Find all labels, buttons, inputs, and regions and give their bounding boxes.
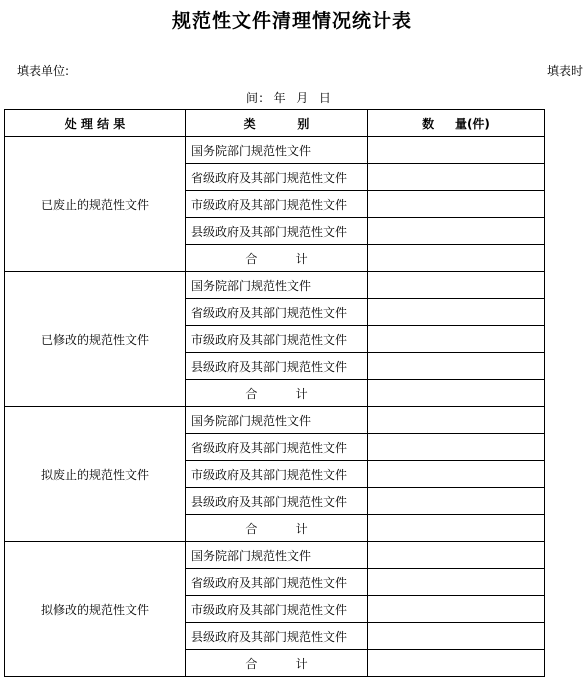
- quantity-cell[interactable]: [368, 542, 545, 569]
- quantity-cell[interactable]: [368, 191, 545, 218]
- total-quantity-cell[interactable]: [368, 650, 545, 677]
- table-row: [5, 272, 545, 299]
- header-quantity: 数 量(件): [368, 110, 545, 137]
- result-cell: 已修改的规范性文件: [5, 272, 186, 407]
- total-quantity-cell[interactable]: [368, 380, 545, 407]
- total-label: 合 计: [186, 380, 368, 407]
- table-body: [5, 137, 545, 677]
- result-cell: 已废止的规范性文件: [5, 137, 186, 272]
- header-category: 类 别: [186, 110, 368, 137]
- quantity-cell[interactable]: [368, 596, 545, 623]
- category-cell: 省级政府及其部门规范性文件: [186, 569, 368, 596]
- total-label: 合 计: [186, 245, 368, 272]
- category-cell: 县级政府及其部门规范性文件: [186, 488, 368, 515]
- quantity-cell[interactable]: [368, 326, 545, 353]
- result-cell: 拟修改的规范性文件: [5, 542, 186, 677]
- category-cell: 国务院部门规范性文件: [186, 407, 368, 434]
- category-cell: 国务院部门规范性文件: [186, 137, 368, 164]
- category-cell: 市级政府及其部门规范性文件: [186, 326, 368, 353]
- table-row: [5, 137, 545, 164]
- category-cell: 市级政府及其部门规范性文件: [186, 461, 368, 488]
- category-cell: 市级政府及其部门规范性文件: [186, 596, 368, 623]
- page-title: 规范性文件清理情况统计表: [171, 10, 412, 32]
- total-label: 合 计: [186, 515, 368, 542]
- quantity-cell[interactable]: [368, 461, 545, 488]
- category-cell: 省级政府及其部门规范性文件: [186, 299, 368, 326]
- fill-unit-label: 填表单位:: [17, 64, 70, 78]
- quantity-cell[interactable]: [368, 623, 545, 650]
- quantity-cell[interactable]: [368, 137, 545, 164]
- result-cell: 拟废止的规范性文件: [5, 407, 186, 542]
- quantity-cell[interactable]: [368, 434, 545, 461]
- table-row: [5, 542, 545, 569]
- quantity-cell[interactable]: [368, 569, 545, 596]
- header-result: 处 理 结 果: [5, 110, 186, 137]
- quantity-cell[interactable]: [368, 299, 545, 326]
- category-cell: 县级政府及其部门规范性文件: [186, 353, 368, 380]
- quantity-cell[interactable]: [368, 353, 545, 380]
- table-header-row: [5, 110, 545, 137]
- fill-date-line: 间: 年 月 日: [246, 91, 332, 105]
- statistics-table: [4, 109, 545, 677]
- category-cell: 省级政府及其部门规范性文件: [186, 434, 368, 461]
- category-cell: 县级政府及其部门规范性文件: [186, 218, 368, 245]
- quantity-cell[interactable]: [368, 488, 545, 515]
- category-cell: 国务院部门规范性文件: [186, 542, 368, 569]
- fill-time-label: 填表时: [547, 64, 584, 78]
- category-cell: 市级政府及其部门规范性文件: [186, 191, 368, 218]
- total-quantity-cell[interactable]: [368, 515, 545, 542]
- table-row: [5, 407, 545, 434]
- total-quantity-cell[interactable]: [368, 245, 545, 272]
- quantity-cell[interactable]: [368, 164, 545, 191]
- category-cell: 省级政府及其部门规范性文件: [186, 164, 368, 191]
- quantity-cell[interactable]: [368, 218, 545, 245]
- total-label: 合 计: [186, 650, 368, 677]
- quantity-cell[interactable]: [368, 272, 545, 299]
- category-cell: 国务院部门规范性文件: [186, 272, 368, 299]
- quantity-cell[interactable]: [368, 407, 545, 434]
- category-cell: 县级政府及其部门规范性文件: [186, 623, 368, 650]
